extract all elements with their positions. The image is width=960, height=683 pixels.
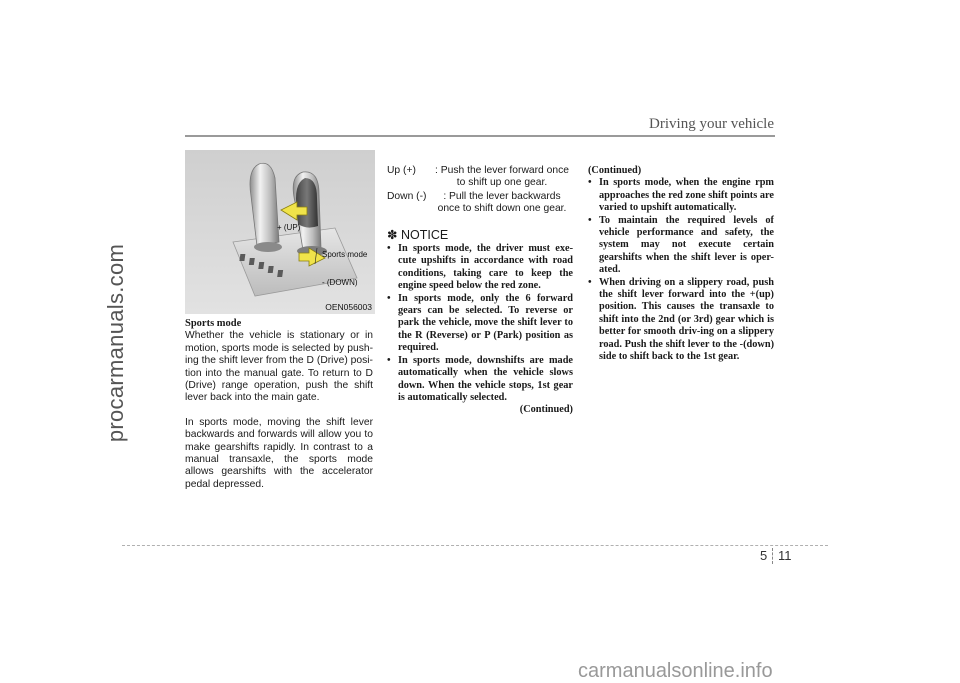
footer-rule — [122, 545, 828, 546]
bottom-watermark: carmanualsonline.info — [578, 660, 773, 682]
page-number-separator — [772, 548, 773, 564]
notice-title: NOTICE — [400, 227, 449, 242]
definition-desc: : Push the lever forward once to shift up one gear. — [435, 165, 569, 189]
figure-caption: OEN056003 — [325, 302, 372, 312]
figure-label-sports-mode: Sports mode — [322, 250, 368, 259]
header-rule — [185, 135, 775, 137]
figure-label-up: + (UP) — [277, 223, 301, 232]
sports-mode-paragraph-1: Whether the vehicle is stationary or in motion, sports mode is selected by push-ing the shift lever from the D (Drive) posi-tion into the manual gate. To return to D (Drive) range operation, push the shift lever back into the main gate. — [185, 330, 373, 404]
sports-mode-heading: Sports mode — [185, 318, 242, 329]
definition-desc: : Pull the lever backwards once to shift down one gear. — [437, 190, 567, 215]
list-item: • In sports mode, downshifts are made automatically when the vehicle slows down. When the vehicle stops, 1st gear is automatically selected. — [387, 355, 573, 405]
list-item: • In sports mode, only the 6 forward gears can be selected. To reverse or park the vehicle, move the shift lever to the R (Reverse) or P (Park) position as required. — [387, 293, 573, 355]
notice-heading — [387, 229, 573, 241]
continued-label: (Continued) — [519, 404, 573, 416]
definition-term: Up (+) — [387, 165, 416, 176]
shift-lever-illustration — [185, 150, 375, 314]
column-2 — [387, 165, 573, 417]
list-item: • When driving on a slippery road, push the shift lever forward into the +(up) position. This causes the transaxle to shift into the 2nd (or 3rd) gear which is better for smooth driv-ing on a slippery road. Push the shift lever to the -(down) side to shift back to the 1st gear. — [588, 277, 774, 364]
definition-up — [387, 165, 573, 190]
section-title: Driving your vehicle — [649, 116, 774, 132]
shift-lever-figure — [185, 150, 375, 314]
list-item: • To maintain the required levels of vehicle performance and safety, the system may not execute certain gearshifts when the shift lever is oper-ated. — [588, 215, 774, 277]
page-number: 11 — [778, 548, 792, 563]
chapter-number: 5 — [760, 548, 768, 563]
continued-label: (Continued) — [588, 165, 642, 176]
figure-label-down: - (DOWN) — [322, 278, 358, 287]
side-watermark: procarmanuals.com — [103, 243, 128, 443]
column-1 — [185, 318, 373, 491]
column-3 — [588, 165, 774, 364]
list-item: • In sports mode, the driver must exe-cute upshifts in accordance with road conditions, taking care to keep the engine speed below the red zone. — [387, 243, 573, 293]
notice-icon: ✽ — [387, 227, 398, 242]
notice-list — [387, 243, 573, 404]
definition-down — [387, 191, 573, 216]
definition-term: Down (-) — [387, 190, 427, 202]
list-item: • In sports mode, when the engine rpm approaches the red zone shift points are varied to upshift automatically. — [588, 177, 774, 214]
notice-list-continued — [588, 177, 774, 363]
sports-mode-paragraph-2: In sports mode, moving the shift lever backwards and forwards will allow you to make gearshifts rapidly. In contrast to a manual transaxle, the sports mode allows gearshifts with the accelerator pedal depressed. — [185, 416, 373, 490]
